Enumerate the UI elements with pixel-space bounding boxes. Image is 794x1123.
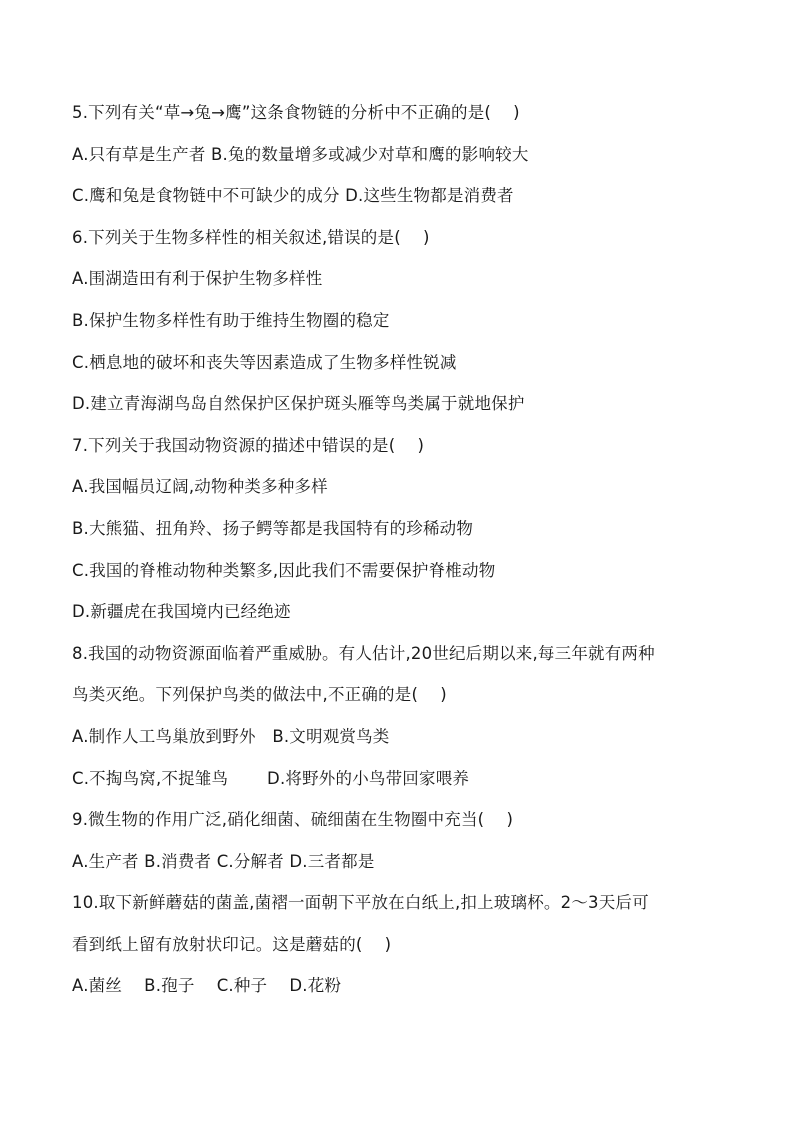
question-9-stem: 9.微生物的作用广泛,硝化细菌、硫细菌在生物圈中充当( ) [72,810,514,830]
question-9-options: A.生产者 B.消费者 C.分解者 D.三者都是 [72,851,375,871]
question-10-stem-line-1: 10.取下新鲜蘑菇的菌盖,菌褶一面朝下平放在白纸上,扣上玻璃杯。2～3天后可 [72,893,649,913]
question-7-option-a: A.我国幅员辽阔,动物种类多种多样 [72,477,328,497]
question-8-option-line-2: C.不掏鸟窝,不捉雏鸟 D.将野外的小鸟带回家喂养 [72,768,470,788]
question-list [72,103,732,1018]
question-6-stem: 6.下列关于生物多样性的相关叙述,错误的是( ) [72,227,430,247]
question-5-option-line-1: A.只有草是生产者 B.兔的数量增多或减少对草和鹰的影响较大 [72,144,529,164]
question-8-stem-line-1: 8.我国的动物资源面临着严重威胁。有人估计,20世纪后期以来,每三年就有两种 [72,643,655,663]
question-10-options: A.菌丝 B.孢子 C.种子 D.花粉 [72,976,342,996]
question-6-option-c: C.栖息地的破坏和丧失等因素造成了生物多样性锐减 [72,352,457,372]
question-5-option-line-2: C.鹰和兔是食物链中不可缺少的成分 D.这些生物都是消费者 [72,186,514,206]
question-8-stem-line-2: 鸟类灭绝。下列保护鸟类的做法中,不正确的是( ) [72,685,447,705]
question-6-option-d: D.建立青海湖鸟岛自然保护区保护斑头雁等鸟类属于就地保护 [72,394,525,414]
question-6-option-b: B.保护生物多样性有助于维持生物圈的稳定 [72,310,390,330]
question-7-option-d: D.新疆虎在我国境内已经绝迹 [72,602,291,622]
question-8-option-line-1: A.制作人工鸟巢放到野外 B.文明观赏鸟类 [72,726,390,746]
question-7-option-b: B.大熊猫、扭角羚、扬子鳄等都是我国特有的珍稀动物 [72,518,474,538]
question-7-stem: 7.下列关于我国动物资源的描述中错误的是( ) [72,435,425,455]
question-10-stem-line-2: 看到纸上留有放射状印记。这是蘑菇的( ) [72,934,392,954]
question-5-stem: 5.下列有关“草→兔→鹰”这条食物链的分析中不正确的是( ) [72,103,520,122]
question-7-option-c: C.我国的脊椎动物种类繁多,因此我们不需要保护脊椎动物 [72,560,496,580]
question-6-option-a: A.围湖造田有利于保护生物多样性 [72,269,323,289]
